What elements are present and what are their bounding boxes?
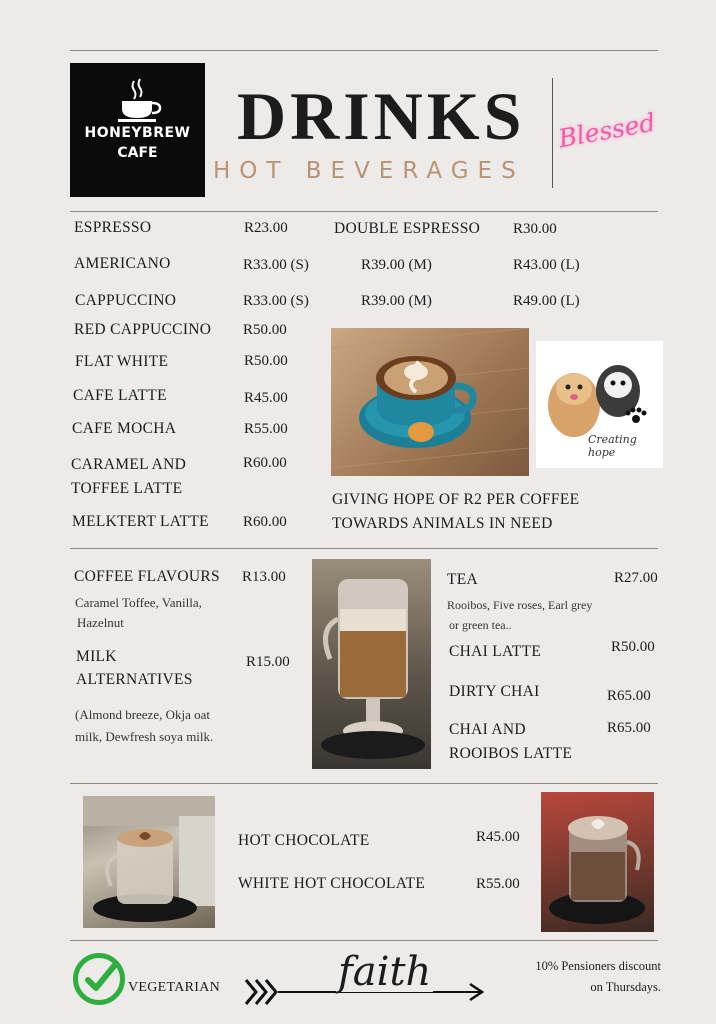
menu-item-tea: TEA [447,571,479,588]
milk-desc-line1: (Almond breeze, Okja oat [75,707,211,722]
price-dirty-chai: R65.00 [607,688,651,704]
menu-item-cafe-latte: CAFE LATTE [73,387,167,404]
price-cafe-mocha: R55.00 [244,421,288,437]
vegetarian-check-icon [73,953,125,1005]
top-divider [70,50,658,51]
price-red-cappuccino: R50.00 [243,322,287,338]
tea-desc-line2: or green tea.. [449,618,512,632]
menu-item-milk-line2: ALTERNATIVES [76,671,193,688]
menu-item-chai-rooibos-line1: CHAI AND [449,721,526,738]
creating-hope-dogs-image [536,341,663,468]
price-tea: R27.00 [614,570,658,586]
cafe-logo [70,63,205,197]
page-title: DRINKS [237,78,526,154]
milk-desc-line2: milk, Dewfresh soya milk. [75,729,214,744]
page-subtitle: HOT BEVERAGES [213,158,525,184]
menu-item-red-cappuccino: RED CAPPUCCINO [74,321,212,338]
hot-chocolate-photo-left [83,796,215,928]
vegetarian-label: VEGETARIAN [128,980,221,995]
menu-item-flat-white: FLAT WHITE [75,353,169,370]
menu-item-white-hot-chocolate: WHITE HOT CHOCOLATE [238,875,426,892]
price-double-espresso: R30.00 [513,221,557,237]
menu-item-double-espresso: DOUBLE ESPRESSO [334,220,481,237]
discount-line1: 10% Pensioners discount [535,959,661,973]
menu-item-cafe-mocha: CAFE MOCHA [72,420,177,437]
faith-script: faith [338,949,432,995]
header-rule [70,211,658,212]
creating-hope-caption: Creating hope [588,433,637,459]
price-cafe-latte: R45.00 [244,390,288,406]
menu-item-cappuccino: CAPPUCCINO [75,292,177,309]
menu-item-americano: AMERICANO [74,255,171,272]
menu-item-hot-chocolate: HOT CHOCOLATE [238,832,370,849]
tea-desc-line1: Rooibos, Five roses, Earl grey [447,598,593,612]
logo-name-line1: HONEYBREW [84,125,191,141]
menu-item-caramel-toffee-line1: CARAMEL AND [71,456,187,473]
section-divider-1 [70,548,658,549]
price-caramel-toffee: R60.00 [243,455,287,471]
price-chai-rooibos: R65.00 [607,720,651,736]
header-divider [552,78,553,188]
blessed-neon-sign: Blessed [556,107,658,154]
menu-item-milk-line1: MILK [76,648,117,665]
price-white-hot-chocolate: R55.00 [476,876,520,892]
price-melktert-latte: R60.00 [243,514,287,530]
price-cappuccino-small: R33.00 (S) [243,293,309,309]
menu-item-coffee-flavours: COFFEE FLAVOURS [74,568,220,585]
latte-glass-photo [312,559,431,769]
menu-item-caramel-toffee-line2: TOFFEE LATTE [71,480,183,497]
logo-name-line2: CAFE [117,145,158,161]
flavours-desc-line2: Hazelnut [77,615,124,630]
price-milk-alternatives: R15.00 [246,654,290,670]
price-chai-latte: R50.00 [611,639,655,655]
coffee-cup-icon [70,77,205,127]
price-americano-large: R43.00 (L) [513,257,580,273]
menu-item-espresso: ESPRESSO [74,219,152,236]
price-hot-chocolate: R45.00 [476,829,520,845]
menu-item-chai-latte: CHAI LATTE [449,643,542,660]
price-cappuccino-large: R49.00 (L) [513,293,580,309]
section-divider-3 [70,940,658,941]
menu-item-dirty-chai: DIRTY CHAI [449,683,540,700]
price-americano-medium: R39.00 (M) [361,257,432,273]
hot-chocolate-photo-right [541,792,654,932]
price-coffee-flavours: R13.00 [242,569,286,585]
charity-line2: TOWARDS ANIMALS IN NEED [332,515,553,532]
menu-item-chai-rooibos-line2: ROOIBOS LATTE [449,745,573,762]
flavours-desc-line1: Caramel Toffee, Vanilla, [75,595,202,610]
charity-line1: GIVING HOPE OF R2 PER COFFEE [332,491,580,508]
price-espresso: R23.00 [244,220,288,236]
pensioner-discount [500,956,661,998]
price-cappuccino-medium: R39.00 (M) [361,293,432,309]
price-americano-small: R33.00 (S) [243,257,309,273]
section-divider-2 [70,783,658,784]
discount-line2: on Thursdays. [590,980,661,994]
menu-item-melktert-latte: MELKTERT LATTE [72,513,209,530]
price-flat-white: R50.00 [244,353,288,369]
cappuccino-photo [331,328,529,476]
